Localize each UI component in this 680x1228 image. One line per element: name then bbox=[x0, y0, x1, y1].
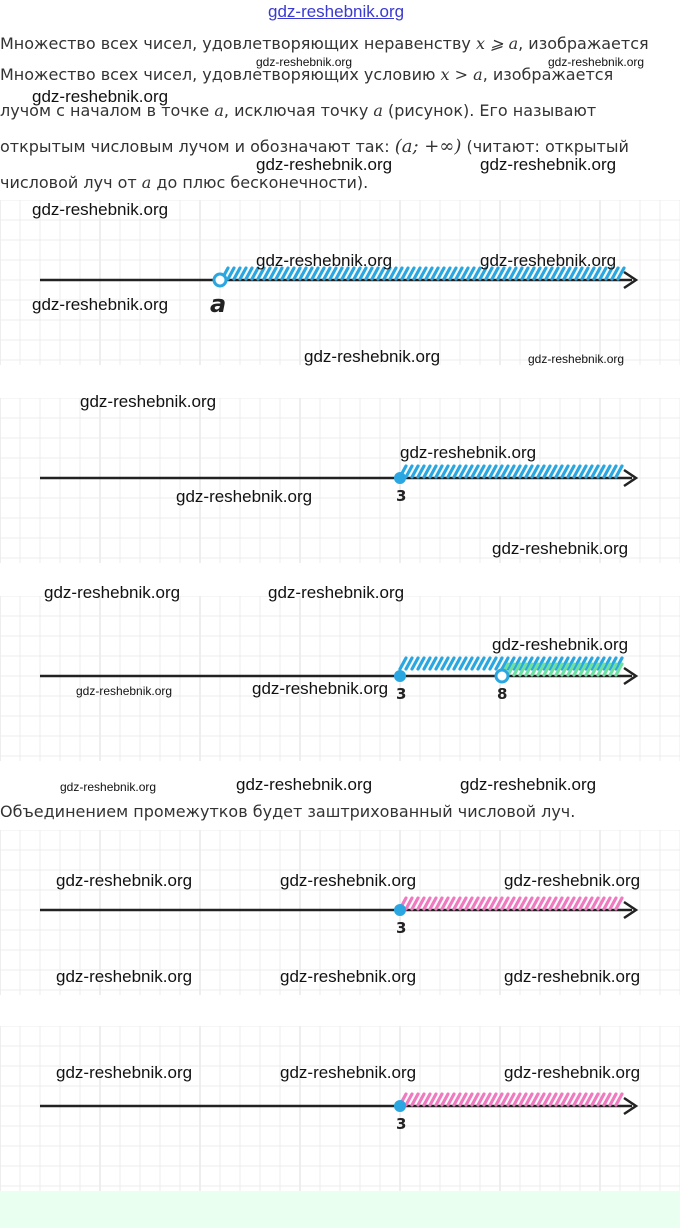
label-a: a bbox=[210, 290, 227, 318]
text-line-1-b: , изображается bbox=[518, 34, 649, 53]
text-line-3-b: , исключая точку bbox=[223, 101, 374, 120]
label-8-f3: 8 bbox=[497, 685, 508, 703]
label-3-f5: 3 bbox=[396, 1115, 407, 1133]
open-point-a bbox=[214, 274, 226, 286]
watermark: gdz-reshebnik.org bbox=[492, 635, 629, 654]
watermark: gdz-reshebnik.org bbox=[56, 967, 193, 986]
watermark: gdz-reshebnik.org bbox=[504, 871, 641, 890]
text-line-3-c: (рисунок). Его называют bbox=[382, 101, 597, 120]
watermark: gdz-reshebnik.org bbox=[548, 55, 645, 69]
text-line-1 bbox=[0, 34, 649, 53]
watermark: gdz-reshebnik.org bbox=[304, 347, 441, 366]
watermark: gdz-reshebnik.org bbox=[176, 487, 313, 506]
text-line-3-a: лучом с началом в точке bbox=[0, 101, 215, 120]
watermark: gdz-reshebnik.org bbox=[480, 251, 617, 270]
watermark: gdz-reshebnik.org bbox=[252, 679, 389, 698]
math-a-1: a bbox=[214, 101, 224, 120]
math-a-3: a bbox=[141, 173, 152, 192]
watermark: gdz-reshebnik.org bbox=[56, 871, 193, 890]
closed-point-3-f5 bbox=[394, 1100, 406, 1112]
watermark: gdz-reshebnik.org bbox=[268, 583, 405, 602]
union-text: Объединением промежутков будет заштрихованный числовой луч. bbox=[0, 802, 576, 821]
text-line-1-a: Множество всех чисел, удовлетворяющих неравенству bbox=[0, 34, 476, 53]
watermark: gdz-reshebnik.org bbox=[76, 684, 173, 698]
watermark: gdz-reshebnik.org bbox=[460, 775, 597, 794]
text-line-4-a: открытым числовым лучом и обозначают так: bbox=[0, 137, 395, 156]
label-3-f4: 3 bbox=[396, 919, 407, 937]
closed-point-3-f3 bbox=[394, 670, 406, 682]
text-line-4-b: (читают: открытый bbox=[461, 137, 629, 156]
watermark: gdz-reshebnik.org bbox=[400, 443, 537, 462]
watermark: gdz-reshebnik.org bbox=[32, 87, 169, 106]
watermark: gdz-reshebnik.org bbox=[480, 155, 617, 174]
watermark: gdz-reshebnik.org bbox=[80, 392, 217, 411]
math-interval: (a; +∞) bbox=[394, 136, 462, 157]
figure-open-ray-a bbox=[0, 200, 680, 365]
math-a-2: a bbox=[373, 101, 383, 120]
text-line-5-a: числовой луч от bbox=[0, 173, 142, 192]
label-3-f3: 3 bbox=[396, 685, 407, 703]
watermark: gdz-reshebnik.org bbox=[504, 1063, 641, 1082]
open-point-8 bbox=[496, 670, 508, 682]
text-line-2-b: , изображается bbox=[482, 65, 614, 84]
watermark: gdz-reshebnik.org bbox=[236, 775, 373, 794]
watermark: gdz-reshebnik.org bbox=[256, 251, 393, 270]
watermark: gdz-reshebnik.org bbox=[280, 1063, 417, 1082]
label-3-f2: 3 bbox=[396, 487, 407, 505]
figure-1-svg bbox=[0, 200, 680, 365]
math-ineq-2: x > a bbox=[440, 65, 483, 84]
watermark: gdz-reshebnik.org bbox=[56, 1063, 193, 1082]
watermark: gdz-reshebnik.org bbox=[256, 55, 353, 69]
watermark: gdz-reshebnik.org bbox=[280, 871, 417, 890]
site-header-link[interactable]: gdz-reshebnik.org bbox=[268, 2, 405, 21]
watermark: gdz-reshebnik.org bbox=[280, 967, 417, 986]
watermark: gdz-reshebnik.org bbox=[60, 780, 157, 794]
closed-point-3-f4 bbox=[394, 904, 406, 916]
text-line-4 bbox=[0, 136, 629, 157]
watermark: gdz-reshebnik.org bbox=[32, 200, 169, 219]
text-line-2-a: Множество всех чисел, удовлетворяющих условию bbox=[0, 65, 441, 84]
watermark: gdz-reshebnik.org bbox=[256, 155, 393, 174]
figure-union-ray-2 bbox=[0, 1026, 680, 1191]
watermark: gdz-reshebnik.org bbox=[32, 295, 169, 314]
watermark: gdz-reshebnik.org bbox=[528, 352, 625, 366]
closed-point-3 bbox=[394, 472, 406, 484]
watermark: gdz-reshebnik.org bbox=[504, 967, 641, 986]
footer-band bbox=[0, 1190, 680, 1228]
figure-5-svg bbox=[0, 1026, 680, 1191]
text-line-5-b: до плюс бесконечности). bbox=[151, 173, 369, 192]
watermark: gdz-reshebnik.org bbox=[492, 539, 629, 558]
watermark: gdz-reshebnik.org bbox=[44, 583, 181, 602]
text-line-5 bbox=[0, 173, 368, 192]
math-ineq-1: x ⩾ a bbox=[475, 34, 519, 53]
